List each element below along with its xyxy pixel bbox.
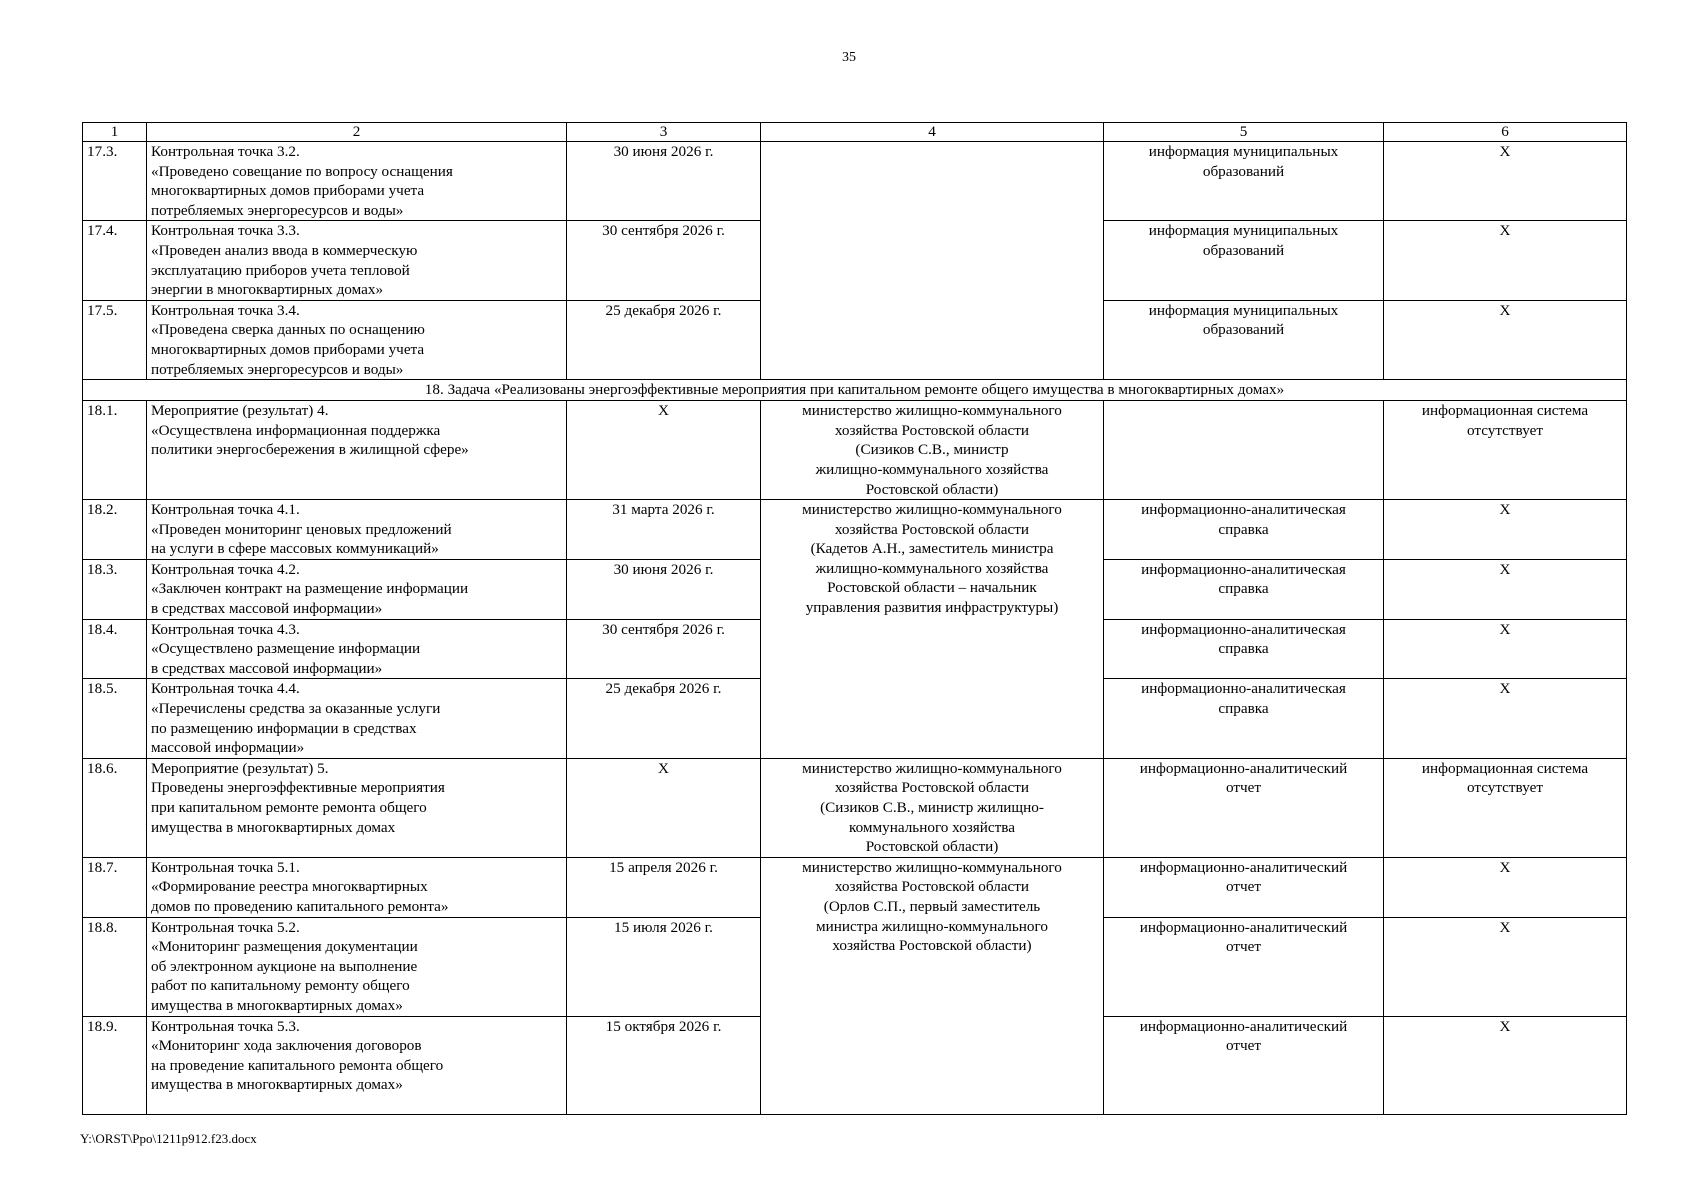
row-number: 18.9. xyxy=(83,1016,147,1114)
responsible: министерство жилищно-коммунального хозяйства Ростовской области (Сизиков С.В., министр жилищно- коммунального хозяйства Ростовской области) xyxy=(761,758,1104,857)
deadline: 15 апреля 2026 г. xyxy=(567,857,761,917)
row-number: 18.6. xyxy=(83,758,147,857)
deadline: 25 декабря 2026 г. xyxy=(567,679,761,758)
column-header-2: 2 xyxy=(147,123,567,142)
responsible: министерство жилищно-коммунального хозяйства Ростовской области (Кадетов А.Н., заместитель министра жилищно-коммунального хозяйства Ростовской области – начальник управления развития инфраструктуры) xyxy=(761,500,1104,759)
column-number-row xyxy=(83,123,1627,142)
deadline: 30 июня 2026 г. xyxy=(567,142,761,221)
item-name: Контрольная точка 4.3. «Осуществлено размещение информации в средствах массовой информации» xyxy=(147,619,567,679)
document-type: информация муниципальных образований xyxy=(1104,221,1384,300)
deadline: 31 марта 2026 г. xyxy=(567,500,761,560)
info-system: X xyxy=(1384,679,1627,758)
document-type: информационно-аналитический отчет xyxy=(1104,1016,1384,1114)
table-row xyxy=(83,142,1627,221)
deadline: 15 июля 2026 г. xyxy=(567,917,761,1016)
info-system: X xyxy=(1384,857,1627,917)
row-number: 18.7. xyxy=(83,857,147,917)
item-name: Мероприятие (результат) 5. Проведены энергоэффективные мероприятия при капитальном ремонте ремонта общего имущества в многоквартирных домах xyxy=(147,758,567,857)
info-system: информационная система отсутствует xyxy=(1384,401,1627,500)
item-name: Контрольная точка 4.1. «Проведен мониторинг ценовых предложений на услуги в сфере массовых коммуникаций» xyxy=(147,500,567,560)
column-header-1: 1 xyxy=(83,123,147,142)
item-name: Контрольная точка 4.2. «Заключен контракт на размещение информации в средствах массовой информации» xyxy=(147,559,567,619)
row-number: 17.3. xyxy=(83,142,147,221)
plan-table xyxy=(82,122,1627,1115)
row-number: 18.8. xyxy=(83,917,147,1016)
item-name: Контрольная точка 3.3. «Проведен анализ ввода в коммерческую эксплуатацию приборов учета тепловой энергии в многоквартирных домах» xyxy=(147,221,567,300)
item-name: Контрольная точка 4.4. «Перечислены средства за оказанные услуги по размещению информации в средствах массовой информации» xyxy=(147,679,567,758)
document-type xyxy=(1104,401,1384,500)
info-system: X xyxy=(1384,300,1627,379)
row-number: 18.4. xyxy=(83,619,147,679)
column-header-4: 4 xyxy=(761,123,1104,142)
item-name: Контрольная точка 5.2. «Мониторинг размещения документации об электронном аукционе на выполнение работ по капитальному ремонту общего имущества в многоквартирных домах» xyxy=(147,917,567,1016)
file-path-footer: Y:\ORST\Ppo\1211p912.f23.docx xyxy=(80,1131,257,1146)
column-header-5: 5 xyxy=(1104,123,1384,142)
info-system: X xyxy=(1384,221,1627,300)
document-type: информационно-аналитический отчет xyxy=(1104,917,1384,1016)
table-row xyxy=(83,857,1627,917)
deadline: 25 декабря 2026 г. xyxy=(567,300,761,379)
row-number: 17.4. xyxy=(83,221,147,300)
document-type: информационно-аналитический отчет xyxy=(1104,857,1384,917)
item-name: Контрольная точка 3.2. «Проведено совещание по вопросу оснащения многоквартирных домов приборами учета потребляемых энергоресурсов и воды» xyxy=(147,142,567,221)
document-type: информация муниципальных образований xyxy=(1104,300,1384,379)
info-system: X xyxy=(1384,1016,1627,1114)
row-number: 18.1. xyxy=(83,401,147,500)
table-row xyxy=(83,500,1627,560)
document-type: информационно-аналитическая справка xyxy=(1104,619,1384,679)
page-number: 35 xyxy=(842,50,856,65)
deadline: 30 сентября 2026 г. xyxy=(567,619,761,679)
table-row xyxy=(83,758,1627,857)
row-number: 18.3. xyxy=(83,559,147,619)
responsible: министерство жилищно-коммунального хозяйства Ростовской области (Сизиков С.В., министр жилищно-коммунального хозяйства Ростовской области) xyxy=(761,401,1104,500)
deadline: 15 октября 2026 г. xyxy=(567,1016,761,1114)
document-type: информационно-аналитический отчет xyxy=(1104,758,1384,857)
row-number: 18.5. xyxy=(83,679,147,758)
info-system: X xyxy=(1384,142,1627,221)
document-type: информация муниципальных образований xyxy=(1104,142,1384,221)
deadline: 30 сентября 2026 г. xyxy=(567,221,761,300)
deadline: 30 июня 2026 г. xyxy=(567,559,761,619)
info-system: X xyxy=(1384,500,1627,560)
section-row xyxy=(83,380,1627,401)
section-title: 18. Задача «Реализованы энергоэффективные мероприятия при капитальном ремонте общего имущества в многоквартирных домах» xyxy=(83,380,1627,401)
column-header-6: 6 xyxy=(1384,123,1627,142)
info-system: X xyxy=(1384,917,1627,1016)
info-system: X xyxy=(1384,619,1627,679)
item-name: Контрольная точка 5.1. «Формирование реестра многоквартирных домов по проведению капитального ремонта» xyxy=(147,857,567,917)
info-system: информационная система отсутствует xyxy=(1384,758,1627,857)
row-number: 18.2. xyxy=(83,500,147,560)
responsible-cell-empty xyxy=(761,142,1104,380)
document-type: информационно-аналитическая справка xyxy=(1104,679,1384,758)
responsible: министерство жилищно-коммунального хозяйства Ростовской области (Орлов С.П., первый заместитель министра жилищно-коммунального хозяйства Ростовской области) xyxy=(761,857,1104,1114)
info-system: X xyxy=(1384,559,1627,619)
item-name: Мероприятие (результат) 4. «Осуществлена информационная поддержка политики энергосбережения в жилищной сфере» xyxy=(147,401,567,500)
document-type: информационно-аналитическая справка xyxy=(1104,559,1384,619)
table-row xyxy=(83,401,1627,500)
deadline: X xyxy=(567,401,761,500)
deadline: X xyxy=(567,758,761,857)
item-name: Контрольная точка 3.4. «Проведена сверка данных по оснащению многоквартирных домов приборами учета потребляемых энергоресурсов и воды» xyxy=(147,300,567,379)
document-type: информационно-аналитическая справка xyxy=(1104,500,1384,560)
row-number: 17.5. xyxy=(83,300,147,379)
column-header-3: 3 xyxy=(567,123,761,142)
item-name: Контрольная точка 5.3. «Мониторинг хода заключения договоров на проведение капитального ремонта общего имущества в многоквартирных домах» xyxy=(147,1016,567,1114)
